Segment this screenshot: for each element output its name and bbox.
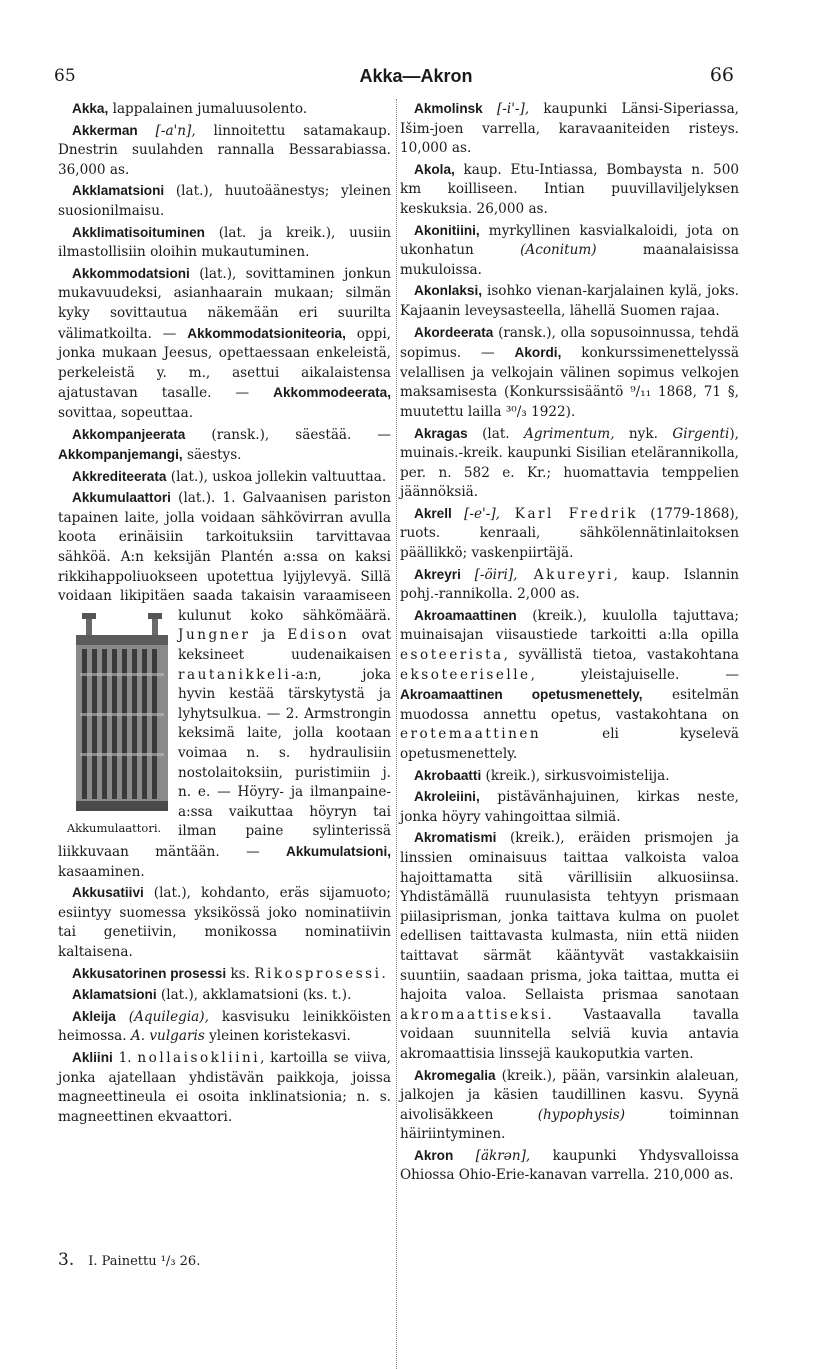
- entry-text: lappalainen jumaluusolento.: [108, 101, 308, 117]
- entry-akkerman: [58, 121, 391, 181]
- entry-akrell: [400, 504, 739, 564]
- spaced-text: erotemaattinen: [400, 726, 542, 743]
- entry-text: esitelmän muodossa annettu opetus, vastakohtana on: [400, 687, 739, 723]
- headword: Akonitiini,: [414, 222, 480, 238]
- entry-akkrediteerata: [58, 467, 391, 488]
- printer-footer: [58, 1250, 200, 1270]
- entry-text: ks.: [226, 965, 255, 982]
- headword: Akonlaksi,: [414, 283, 482, 299]
- headword: Akromatismi: [414, 830, 497, 846]
- headword: Aklamatsioni: [72, 987, 157, 1003]
- entry-akmolinsk: [400, 99, 739, 159]
- entry-text: 1.: [112, 1049, 138, 1066]
- entry-akkusatorinen: [58, 964, 391, 985]
- entry-akron: [400, 1146, 739, 1186]
- entry-text: kaupunki Länsi-Siperiassa, Išim-joen varrella, karavaaniteiden risteys. 10,000 as.: [400, 101, 739, 157]
- entry-text: isohko vienan-karjalainen kylä, joks. Kajaanin leveysasteella, lähellä Suomen rajaa.: [400, 283, 739, 319]
- headword: Akkommodatsioniteoria,: [187, 325, 346, 341]
- headword: Akroamaattinen opetusmenettely,: [400, 687, 643, 703]
- spaced-text: Akureyri: [517, 566, 614, 583]
- entry-text: kasvisuku leinikköisten heimossa.: [58, 1008, 391, 1045]
- entry-text: (lat.), huutoäänestys; yleinen suosionilmaisu.: [58, 183, 391, 219]
- latin-name: (Aconitum): [520, 242, 597, 259]
- entry-text: maanalaisissa mukuloissa.: [400, 242, 739, 278]
- entry-text: pistävänhajuinen, kirkas neste, jonka höyry vahingoittaa silmiä.: [400, 789, 739, 825]
- right-column: [400, 99, 739, 1187]
- entry-text: ja: [250, 627, 288, 644]
- entry-text: (kreik.), eräiden prismojen ja linssien ominaisuus taittaa valkoista valoa hajoittamatta sitä värillisiin alkuosiinsa. Yhdistämällä ruunulasista tehtyyn prismaan piilasiprisman, jonka taittava kulma on puolet edellisen taittavasta kulmasta, niin että niiden taittavat särmät kääntyvät vastakkaisiin suuntiin, saadaan prisma, joka taittaa, mutta ei hajoita valoa. Sellaista prismaa sanotaan: [400, 830, 739, 1004]
- entry-text: myrkyllinen kasvialkaloidi, jota on ukonhatun: [400, 222, 739, 259]
- entry-akragas: [400, 424, 739, 503]
- spaced-text: akromaattiseksi: [400, 1006, 548, 1023]
- entry-text: (lat.: [467, 425, 525, 442]
- latin-name: Girgenti: [672, 425, 730, 442]
- spaced-text: Edison: [287, 627, 350, 644]
- accumulator-illustration: [72, 613, 172, 813]
- headword: Akkusatorinen prosessi: [72, 965, 227, 981]
- headword: Akkrediteerata: [72, 468, 167, 484]
- entry-text: , kaup. Islannin pohj.-rannikolla. 2,000 as.: [400, 566, 739, 603]
- entry-text: -a:n, joka hyvin kestää tärskytystä ja lyhytsulkua. — 2. Armstrongin keksimä laite, jolla kootaan voimaa n. s. hydraulisiin nostolaitoksiin, puristimiin j. n. e. — Höyry- ja ilmanpaine-a:ssa vaikuttaa höyryn tai ilman paine sylinterissä liikkuvaan mäntään. —: [58, 666, 391, 860]
- entry-akromatismi: [400, 828, 739, 1064]
- headword: Akkerman: [72, 122, 138, 138]
- entry-text: (kreik.), sirkusvoimistelija.: [481, 767, 670, 784]
- headword: Akkommodatsioni: [72, 265, 190, 281]
- entry-akkusatiivi: [58, 883, 391, 962]
- entry-text: yleinen koristekasvi.: [204, 1028, 351, 1045]
- page-header: [0, 60, 832, 90]
- signature-mark: 3.: [58, 1250, 75, 1270]
- entry-text: , kartoilla se viiva, jonka ajatellaan yhdistävän paikkoja, joissa magneettineula ei osoita inklinatsionia; n. s. magneettinen ekvaattori.: [58, 1049, 391, 1125]
- pronunciation: [-a'n],: [137, 122, 196, 139]
- page-number-right: 66: [709, 64, 734, 86]
- spaced-text: eksoteeriselle: [400, 666, 531, 683]
- entry-text: (kreik.), kuulolla tajuttava; muinaisajan viisaustiede tarkoitti a:lla opilla: [400, 607, 739, 644]
- latin-name: A. vulgaris: [130, 1028, 205, 1045]
- column-divider: [396, 99, 397, 1369]
- spaced-text: Jungner: [178, 627, 251, 644]
- entry-text: . Vastaavalla tavalla voidaan suunnitella selviä kuvia antavia akromaattisia linssejä kaukoputkia varten.: [400, 1006, 739, 1062]
- entry-text: (lat.), akklamatsioni (ks. t.).: [156, 987, 352, 1004]
- entry-akkommodatsioni: [58, 264, 391, 424]
- headword: Akola,: [414, 161, 455, 177]
- entry-akonitiini: [400, 221, 739, 281]
- entry-akreyri: [400, 565, 739, 605]
- entry-text: .: [381, 965, 386, 982]
- entry-akleija: [58, 1007, 391, 1047]
- entry-text: (ransk.), säestää. —: [185, 426, 391, 443]
- headword: Akleija: [72, 1008, 116, 1024]
- entry-akola: [400, 160, 739, 220]
- spaced-text: esoteerista: [400, 647, 504, 664]
- headword: Akkompanjemangi,: [58, 447, 183, 463]
- entry-text: sovittaa, sopeuttaa.: [58, 404, 194, 421]
- headword: Akragas: [414, 425, 468, 441]
- entry-text: (kreik.), pään, varsinkin alaleuan, jalkojen ja käsien taudillinen kasvu. Syynä aivolisäkkeen: [400, 1067, 739, 1123]
- entry-text: nyk.: [614, 425, 673, 442]
- spaced-text: Rikosprosessi: [254, 965, 382, 982]
- headword: Akrell: [414, 505, 452, 521]
- entry-text: (1779-1868), ruots. kenraali, sähkölennätinlaitoksen päällikkö; vaskenpiirtäjä.: [400, 505, 739, 562]
- accumulator-figure: [58, 613, 170, 839]
- entry-aklamatsioni: [58, 985, 391, 1006]
- headword: Akkusatiivi: [72, 885, 144, 901]
- entry-akklimatisoituminen: [58, 223, 391, 263]
- entry-akka: [58, 99, 391, 120]
- entry-text: konkurssimenettelyssä velallisen ja velkojain välinen sopimus velkojen maksamisesta (Konkurssisääntö ⁹/₁₁ 1868, 71 §, muutettu lailla ³⁰/₃ 1922).: [400, 345, 740, 420]
- headword: Akreyri: [414, 566, 461, 582]
- entry-text: (lat.), kohdanto, eräs sijamuoto; esiintyy suomessa yksikössä joko nominatiivin tai genetiivin, monikossa nominatiivin kaltaisena.: [58, 885, 391, 960]
- entry-text: kasaaminen.: [58, 863, 145, 880]
- entry-akroamaattinen: [400, 606, 739, 765]
- headword: Akordeerata: [414, 324, 494, 340]
- entry-akliini: [58, 1048, 391, 1127]
- entry-text: kaupunki Yhdysvalloissa Ohiossa Ohio-Erie-kanavan varrella. 210,000 as.: [400, 1147, 739, 1184]
- latin-name: Agrimentum,: [524, 425, 615, 442]
- left-column: [58, 99, 391, 1128]
- headword: Akroleiini,: [414, 789, 480, 805]
- entry-text: kaup. Etu-Intiassa, Bombaysta n. 500 km koilliseen. Intian puuvillaviljelyksen keskuksia. 26,000 as.: [400, 161, 739, 217]
- headword: Akordi,: [514, 345, 562, 361]
- headword: Akka,: [72, 101, 109, 116]
- spaced-text: nollaisokliini: [137, 1049, 261, 1066]
- spaced-text: rautanikkeli: [178, 666, 292, 683]
- headword: Akkompanjeerata: [72, 426, 186, 442]
- entry-text: (lat.), uskoa jollekin valtuuttaa.: [166, 468, 387, 485]
- entry-text: , syvällistä tietoa, vastakohtana: [503, 647, 739, 664]
- entry-akklamatsioni: [58, 181, 391, 221]
- pronunciation: [-i'-],: [482, 101, 530, 117]
- headword: Akkommodeerata,: [273, 385, 391, 401]
- headword: Akkumulatsioni,: [286, 843, 391, 859]
- headword: Akklamatsioni: [72, 183, 165, 199]
- entry-text: säestys.: [182, 447, 242, 464]
- entry-text: (lat.), sovittaminen jonkun mukavuudeksi, asianhaarain mukaan; silmän kyky sovittautua näkemään eri suurilta välimatkoilta. —: [58, 265, 391, 342]
- entry-akkumulaattori: [58, 488, 391, 882]
- entry-text: (lat.). 1. Galvaanisen pariston tapainen laite, jolla voidaan sähkövirran avulla koota erinäisiin tarkoituksiin tarvittavaa sähköä. A:n keksijän Plantén a:ssa on kaksi rikkihappoliuokseen upotettua lyijylevyä. Sillä voidaan likipitäen saada takaisin varaamiseen kulunut koko sähkömäärä.: [58, 490, 391, 624]
- entry-akrobaatti: [400, 766, 739, 787]
- headword: Akromegalia: [414, 1067, 496, 1083]
- latin-name: (Aquilegia),: [115, 1008, 209, 1025]
- entry-akroleiini: [400, 787, 739, 827]
- latin-name: (hypophysis): [537, 1106, 626, 1123]
- pronunciation: [-öiri],: [460, 566, 518, 583]
- figure-caption: Akkumulaattori.: [66, 821, 162, 836]
- entry-text: , yleistajuiselle. —: [530, 666, 739, 683]
- headword: Akrobaatti: [414, 767, 482, 783]
- headword: Akliini: [72, 1049, 113, 1065]
- entry-akonlaksi: [400, 281, 739, 321]
- page-number-left: 65: [54, 66, 76, 86]
- entry-akordeerata: [400, 323, 739, 423]
- pronunciation: [-e'-],: [451, 505, 500, 522]
- entry-text: linnoitettu satamakaup. Dnestrin suulahden rannalla Bessarabiassa. 36,000 as.: [58, 122, 391, 178]
- running-title: Akka—Akron: [359, 66, 473, 86]
- entry-akromegalia: [400, 1066, 739, 1145]
- headword: Akkumulaattori: [72, 490, 171, 506]
- pronunciation: [äkrən],: [453, 1147, 531, 1164]
- entry-akkompanjeerata: [58, 425, 391, 466]
- spaced-text: Karl Fredrik: [499, 505, 638, 522]
- headword: Akron: [414, 1147, 454, 1163]
- headword: Akroamaattinen: [414, 607, 517, 623]
- entry-text: toiminnan häiriintyminen.: [400, 1106, 739, 1143]
- entry-text: (lat. ja kreik.), uusiin ilmastollisiin oloihin mukautuminen.: [58, 224, 391, 261]
- entry-text: ), muinais.-kreik. kaupunki Sisilian etelärannikolla, per. n. 582 e. Kr.; huomattavia temppelien jäännöksiä.: [400, 425, 739, 501]
- print-note: I. Painettu ¹/₃ 26.: [88, 1254, 201, 1269]
- headword: Akmolinsk: [414, 101, 483, 116]
- entry-text: (ransk.), olla sopusoinnussa, tehdä sopimus. —: [400, 324, 739, 362]
- headword: Akklimatisoituminen: [72, 224, 205, 240]
- entry-text: eli kyselevä opetusmenettely.: [400, 726, 739, 762]
- entry-text: oppi, jonka mukaan Jeesus, opettaessaan enkeleistä, perkeleistä y. m., asettui aikalaistensa ajatustavan tasalle. —: [58, 325, 392, 402]
- entry-text: ovat keksineet uudenaikaisen: [178, 627, 391, 664]
